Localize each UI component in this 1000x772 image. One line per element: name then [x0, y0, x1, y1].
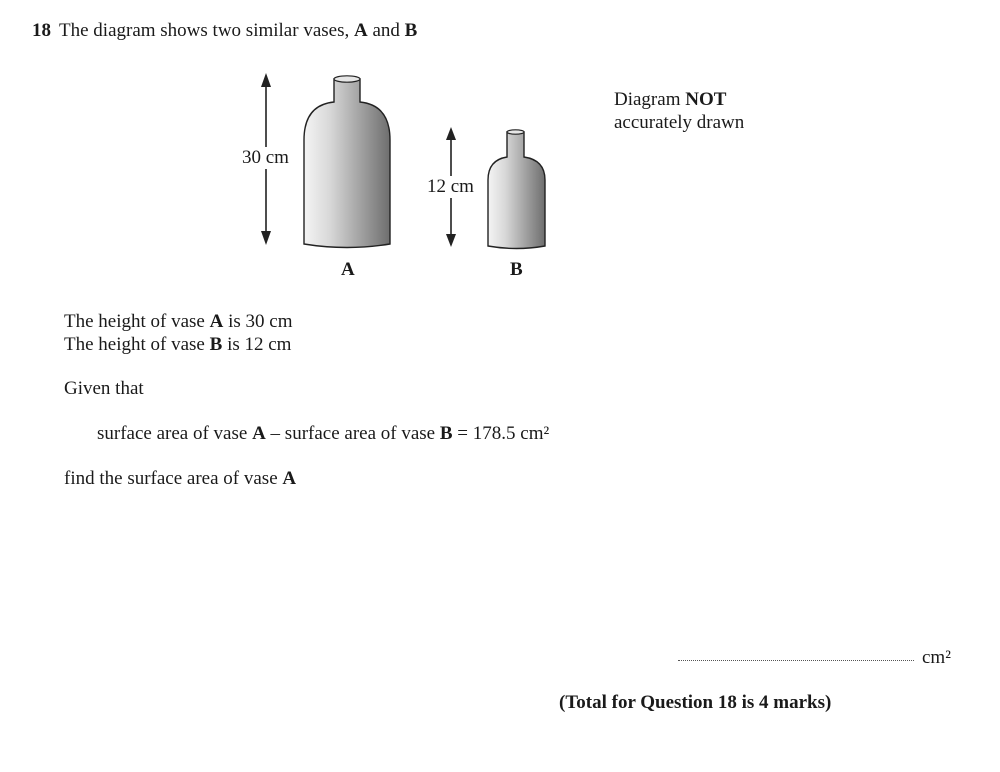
vase-a-height-label: 30 cm: [242, 147, 289, 168]
diagram-note-not: NOT: [685, 89, 727, 110]
height-a-bold: A: [209, 311, 224, 332]
answer-unit: cm²: [922, 647, 951, 668]
find-instruction: [64, 468, 296, 490]
vase-b: [488, 130, 545, 249]
diagram-note: [614, 88, 744, 134]
equation-part2: – surface area of vase: [270, 423, 436, 444]
surface-area-equation: [97, 423, 549, 445]
diagram-note-line2: accurately drawn: [614, 112, 745, 133]
question-intro-and: and: [372, 20, 400, 41]
equation-bold-b: B: [439, 423, 453, 444]
height-b-text: The height of vase: [64, 334, 205, 355]
question-intro-text: The diagram shows two similar vases,: [59, 20, 350, 41]
answer-line[interactable]: [678, 660, 914, 661]
vase-a: [304, 76, 390, 248]
vase-b-height-label: 12 cm: [427, 176, 474, 197]
height-a-statement: [64, 311, 293, 333]
diagram-note-word: Diagram: [614, 89, 681, 110]
height-a-text: The height of vase: [64, 311, 205, 332]
equation-part3: = 178.5 cm²: [457, 423, 550, 444]
find-bold-a: A: [282, 468, 297, 489]
height-a-value: is 30 cm: [228, 311, 293, 332]
height-b-bold: B: [209, 334, 223, 355]
given-that: Given that: [64, 378, 144, 399]
find-text: find the surface area of vase: [64, 468, 278, 489]
vases-diagram: [0, 0, 1000, 300]
question-total: (Total for Question 18 is 4 marks): [559, 692, 832, 713]
vase-a-label: A: [341, 259, 355, 280]
equation-part1: surface area of vase: [97, 423, 248, 444]
question-intro-b: B: [404, 20, 418, 41]
height-b-statement: [64, 334, 291, 356]
height-b-value: is 12 cm: [227, 334, 292, 355]
question-intro-a: A: [353, 20, 368, 41]
vase-b-label: B: [510, 259, 523, 280]
equation-bold-a: A: [252, 423, 266, 444]
question-number: 18: [32, 20, 51, 41]
